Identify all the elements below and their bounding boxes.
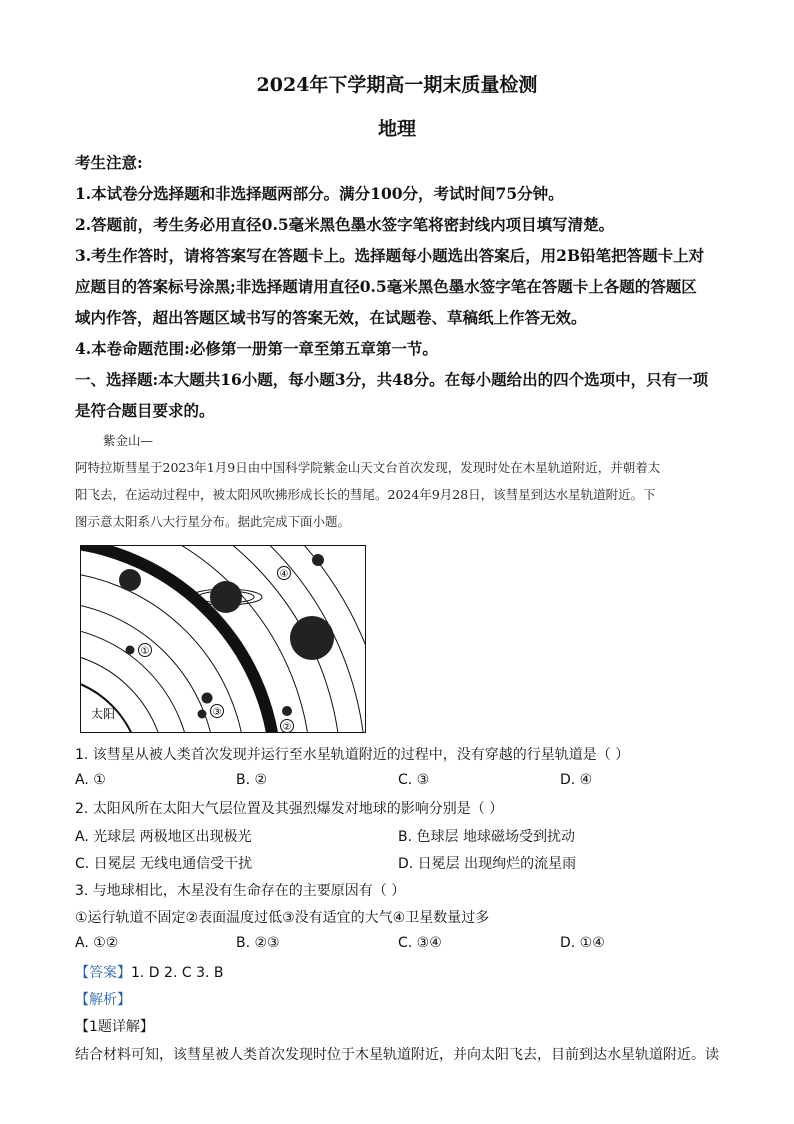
notice-item: 2.答题前，考生务必用直径0.5毫米黑色墨水签字笔将密封线内项目填写清楚。 bbox=[75, 215, 615, 234]
question-stem: 2. 太阳风所在太阳大气层位置及其强烈爆发对地球的影响分别是（ ） bbox=[75, 801, 504, 817]
material-text: 图示意太阳系八大行星分布。据此完成下面小题。 bbox=[75, 514, 351, 529]
option: B. ② bbox=[236, 772, 268, 788]
planet-venus bbox=[202, 693, 213, 704]
section-heading: 一、选择题:本大题共16小题，每小题3分，共48分。在每小题给出的四个选项中，只有一项 bbox=[75, 370, 709, 389]
question-sub: ①运行轨道不固定②表面温度过低③没有适宜的大气④卫星数量过多 bbox=[75, 910, 490, 926]
planet-earth bbox=[282, 706, 292, 716]
planet-uranus bbox=[119, 569, 141, 591]
marker-label: ② bbox=[282, 722, 292, 732]
notice-item: 3.考生作答时，请将答案写在答题卡上。选择题每小题选出答案后，用2B铅笔把答题卡上对 bbox=[75, 246, 705, 265]
sun-label: 太阳 bbox=[91, 707, 116, 721]
subject-title: 地理 bbox=[377, 118, 416, 140]
answer-label: 【答案】 bbox=[75, 965, 131, 981]
option: B. ②③ bbox=[236, 935, 280, 951]
answer-line bbox=[75, 962, 223, 982]
option: A. 光球层 两极地区出现极光 bbox=[75, 829, 252, 845]
material-text: 紫金山— bbox=[103, 433, 154, 448]
material-text: 阳飞去，在运动过程中，被太阳风吹拂形成长长的彗尾。2024年9月28日，该彗星到达水星轨道附近。下 bbox=[75, 487, 656, 502]
analysis-sub-label: 【1题详解】 bbox=[75, 1019, 154, 1035]
planet-neptune bbox=[312, 554, 324, 566]
planet-mercury bbox=[198, 710, 207, 719]
notice-item: 应题目的答案标号涂黑;非选择题请用直径0.5毫米黑色墨水签字笔在答题卡上各题的答题区 bbox=[75, 277, 697, 296]
sun bbox=[81, 676, 141, 732]
page-title: 2024年下学期高一期末质量检测 bbox=[256, 74, 538, 96]
option: A. ① bbox=[75, 772, 106, 788]
notice-item: 1.本试卷分选择题和非选择题两部分。满分100分，考试时间75分钟。 bbox=[75, 184, 564, 203]
marker-label: ③ bbox=[212, 707, 222, 718]
question-stem: 1. 该彗星从被人类首次发现并运行至水星轨道附近的过程中，没有穿越的行星轨道是（ ） bbox=[75, 747, 630, 763]
option: C. ③ bbox=[398, 772, 430, 788]
analysis-label: 【解析】 bbox=[75, 992, 131, 1008]
marker-label: ① bbox=[140, 646, 150, 657]
notice-item: 域内作答，超出答题区域书写的答案无效，在试题卷、草稿纸上作答无效。 bbox=[75, 308, 587, 327]
option: C. ③④ bbox=[398, 935, 442, 951]
solar-system-diagram bbox=[80, 545, 366, 733]
option: B. 色球层 地球磁场受到扰动 bbox=[398, 829, 575, 845]
notice-heading: 考生注意: bbox=[75, 153, 143, 172]
option: C. 日冕层 无线电通信受干扰 bbox=[75, 856, 253, 872]
notice-item: 4.本卷命题范围:必修第一册第一章至第五章第一节。 bbox=[75, 339, 438, 358]
material-text: 阿特拉斯彗星于2023年1月9日由中国科学院紫金山天文台首次发现，发现时处在木星轨道附近，并朝着太 bbox=[75, 460, 661, 475]
orbit-jupiter bbox=[81, 546, 311, 732]
option: D. 日冕层 出现绚烂的流星雨 bbox=[398, 856, 577, 872]
option: A. ①② bbox=[75, 935, 119, 951]
marker-label: ④ bbox=[279, 569, 289, 580]
planet-saturn bbox=[210, 581, 242, 613]
answer-text: 1. D 2. C 3. B bbox=[131, 965, 224, 981]
analysis-text: 结合材料可知，该彗星被人类首次发现时位于木星轨道附近，并向太阳飞去，目前到达水星轨道附近。读 bbox=[75, 1047, 719, 1063]
solar-system-svg bbox=[81, 546, 365, 732]
option: D. ④ bbox=[560, 772, 593, 788]
planet-mars bbox=[126, 646, 135, 655]
question-stem: 3. 与地球相比，木星没有生命存在的主要原因有（ ） bbox=[75, 883, 406, 899]
option: D. ①④ bbox=[560, 935, 605, 951]
section-heading-cont: 是符合题目要求的。 bbox=[75, 401, 215, 420]
planet-jupiter bbox=[290, 616, 334, 660]
